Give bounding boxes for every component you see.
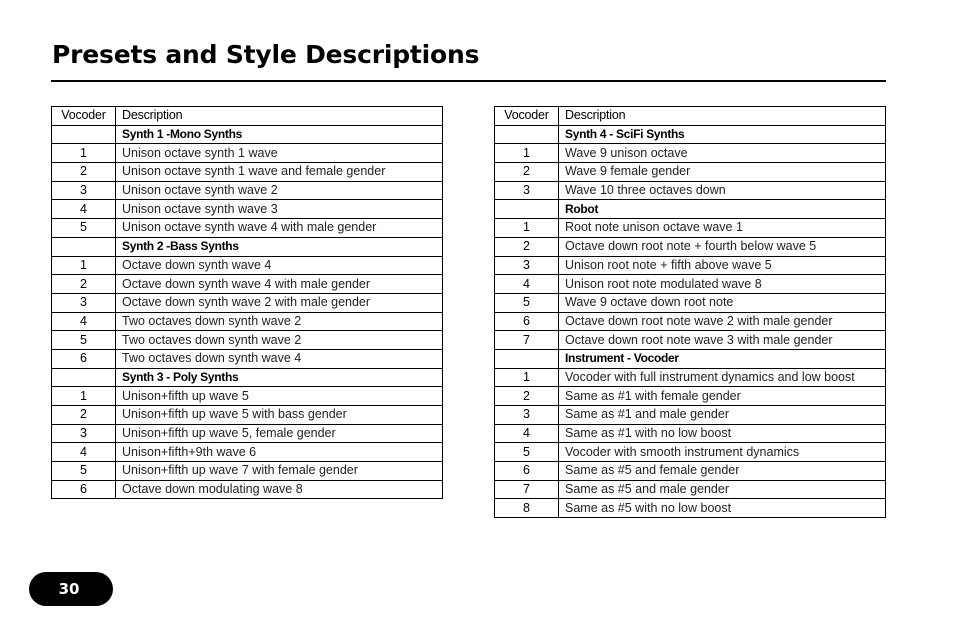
preset-number: 3 [495,406,559,425]
section-label: Synth 2 -Bass Synths [116,237,443,256]
section-blank-cell [495,200,559,219]
preset-row [52,424,443,443]
preset-description: Unison+fifth up wave 5 with bass gender [116,406,443,425]
preset-description: Same as #1 with no low boost [559,424,886,443]
preset-row [495,387,886,406]
preset-description: Unison root note + fifth above wave 5 [559,256,886,275]
preset-number: 4 [495,424,559,443]
preset-description: Vocoder with smooth instrument dynamics [559,443,886,462]
preset-number: 2 [495,163,559,182]
header-vocoder: Vocoder [495,107,559,126]
preset-number: 1 [495,368,559,387]
preset-description: Octave down modulating wave 8 [116,480,443,499]
preset-row [495,499,886,518]
preset-number: 6 [495,312,559,331]
preset-row [495,312,886,331]
preset-number: 2 [52,406,116,425]
preset-number: 6 [52,480,116,499]
preset-description: Unison root note modulated wave 8 [559,275,886,294]
preset-number: 4 [52,312,116,331]
section-blank-cell [52,368,116,387]
page-number: 30 [58,580,80,598]
preset-row [52,200,443,219]
preset-row [52,331,443,350]
preset-description: Wave 9 octave down root note [559,293,886,312]
preset-number: 5 [495,293,559,312]
preset-description: Octave down root note wave 2 with male gender [559,312,886,331]
preset-number: 7 [495,331,559,350]
preset-description: Octave down synth wave 2 with male gender [116,293,443,312]
header-description: Description [116,107,443,126]
section-row [495,200,886,219]
preset-row [495,368,886,387]
header-vocoder: Vocoder [52,107,116,126]
preset-number: 4 [52,443,116,462]
preset-number: 1 [52,387,116,406]
preset-number: 4 [495,275,559,294]
header-description: Description [559,107,886,126]
table-header-row [495,107,886,126]
page-title: Presets and Style Descriptions [52,40,480,69]
preset-number: 8 [495,499,559,518]
preset-description: Wave 9 female gender [559,163,886,182]
preset-description: Root note unison octave wave 1 [559,219,886,238]
preset-description: Same as #1 with female gender [559,387,886,406]
preset-row [495,424,886,443]
preset-number: 2 [52,163,116,182]
preset-row [52,480,443,499]
section-blank-cell [495,125,559,144]
title-divider [51,80,886,82]
preset-description: Two octaves down synth wave 4 [116,349,443,368]
section-row [495,125,886,144]
preset-number: 4 [52,200,116,219]
preset-number: 3 [52,293,116,312]
preset-number: 2 [52,275,116,294]
section-label: Synth 4 - SciFi Synths [559,125,886,144]
preset-table-left-body [52,107,443,499]
preset-number: 6 [52,349,116,368]
preset-description: Two octaves down synth wave 2 [116,312,443,331]
preset-row [495,480,886,499]
preset-description: Unison octave synth 1 wave and female gender [116,163,443,182]
preset-description: Same as #5 with no low boost [559,499,886,518]
preset-row [52,349,443,368]
preset-number: 1 [52,144,116,163]
preset-row [52,163,443,182]
preset-number: 5 [52,219,116,238]
section-row [52,125,443,144]
preset-number: 3 [52,181,116,200]
preset-description: Same as #1 and male gender [559,406,886,425]
preset-number: 1 [52,256,116,275]
preset-row [495,462,886,481]
preset-number: 3 [495,256,559,275]
preset-row [495,293,886,312]
preset-number: 5 [495,443,559,462]
preset-number: 2 [495,387,559,406]
preset-description: Same as #5 and male gender [559,480,886,499]
preset-row [495,181,886,200]
preset-description: Unison+fifth up wave 5 [116,387,443,406]
section-label: Synth 1 -Mono Synths [116,125,443,144]
section-label: Synth 3 - Poly Synths [116,368,443,387]
page-number-badge [29,572,113,606]
preset-row [52,144,443,163]
preset-description: Vocoder with full instrument dynamics and low boost [559,368,886,387]
preset-row [52,387,443,406]
preset-table-left [51,106,443,499]
preset-row [52,275,443,294]
preset-description: Two octaves down synth wave 2 [116,331,443,350]
preset-description: Octave down synth wave 4 with male gender [116,275,443,294]
preset-row [52,312,443,331]
preset-row [495,331,886,350]
preset-row [52,443,443,462]
section-blank-cell [495,349,559,368]
preset-row [52,462,443,481]
preset-description: Unison octave synth wave 2 [116,181,443,200]
section-row [52,368,443,387]
preset-number: 7 [495,480,559,499]
preset-number: 5 [52,331,116,350]
preset-number: 2 [495,237,559,256]
preset-number: 1 [495,144,559,163]
preset-table-right-body [495,107,886,518]
preset-description: Octave down synth wave 4 [116,256,443,275]
preset-row [495,237,886,256]
preset-row [52,256,443,275]
preset-description: Octave down root note wave 3 with male gender [559,331,886,350]
section-blank-cell [52,125,116,144]
section-label: Instrument - Vocoder [559,349,886,368]
preset-description: Same as #5 and female gender [559,462,886,481]
preset-row [52,181,443,200]
preset-description: Octave down root note + fourth below wave 5 [559,237,886,256]
section-blank-cell [52,237,116,256]
preset-description: Wave 9 unison octave [559,144,886,163]
preset-number: 3 [52,424,116,443]
preset-number: 6 [495,462,559,481]
section-row [52,237,443,256]
preset-description: Unison+fifth up wave 5, female gender [116,424,443,443]
section-label: Robot [559,200,886,219]
preset-number: 1 [495,219,559,238]
preset-number: 5 [52,462,116,481]
preset-description: Unison octave synth wave 4 with male gender [116,219,443,238]
preset-description: Unison+fifth+9th wave 6 [116,443,443,462]
section-row [495,349,886,368]
preset-row [52,293,443,312]
preset-row [495,219,886,238]
preset-row [52,406,443,425]
preset-description: Wave 10 three octaves down [559,181,886,200]
preset-row [495,275,886,294]
preset-row [495,443,886,462]
preset-description: Unison+fifth up wave 7 with female gender [116,462,443,481]
preset-row [495,256,886,275]
preset-table-right [494,106,886,518]
preset-number: 3 [495,181,559,200]
preset-description: Unison octave synth 1 wave [116,144,443,163]
preset-description: Unison octave synth wave 3 [116,200,443,219]
preset-row [495,163,886,182]
table-header-row [52,107,443,126]
preset-row [52,219,443,238]
preset-row [495,144,886,163]
preset-row [495,406,886,425]
